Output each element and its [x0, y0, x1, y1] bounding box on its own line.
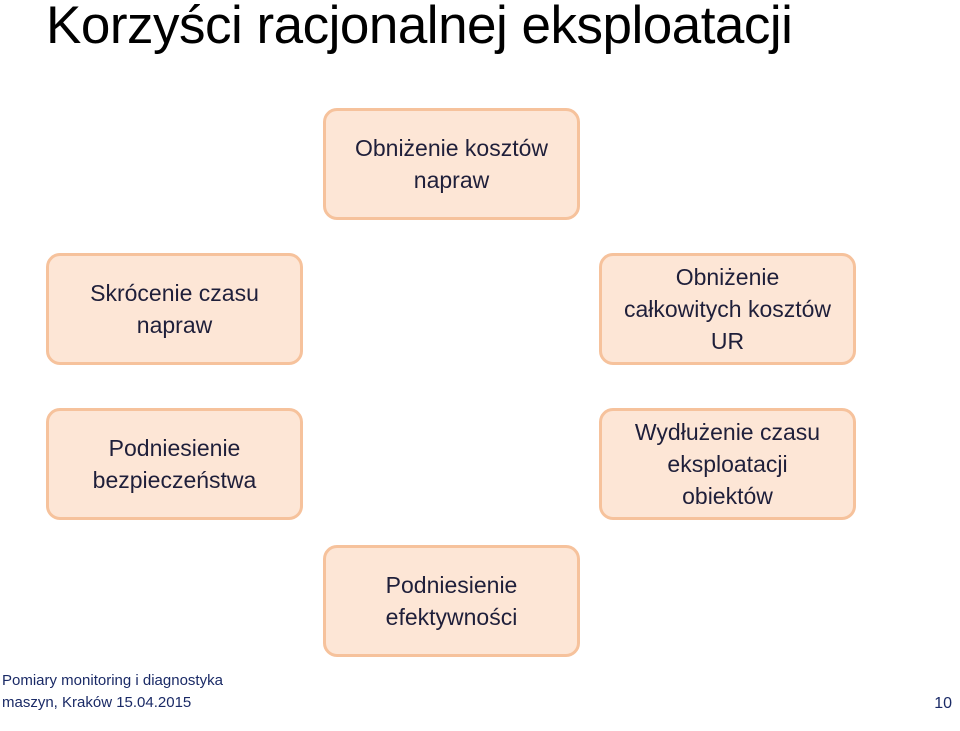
- benefit-box-repair-time: [46, 253, 303, 365]
- benefit-box-efficiency: [323, 545, 580, 657]
- footer-text: Pomiary monitoring i diagnostyka maszyn, Kraków 15.04.2015: [2, 672, 223, 711]
- benefit-box-repair-cost: [323, 108, 580, 220]
- benefit-label: Obniżenie kosztów napraw: [354, 135, 549, 193]
- benefit-label: Obniżenie całkowitych kosztów UR: [623, 264, 832, 354]
- benefit-label: Podniesienie efektywności: [385, 572, 518, 630]
- benefit-label: Skrócenie czasu napraw: [90, 280, 259, 338]
- benefit-box-lifetime: [599, 408, 856, 520]
- benefit-label: Podniesienie bezpieczeństwa: [92, 435, 257, 493]
- benefit-box-safety: [46, 408, 303, 520]
- slide-title: Korzyści racjonalnej eksploatacji: [46, 0, 793, 55]
- benefit-box-total-cost: [599, 253, 856, 365]
- benefit-label: Wydłużenie czasu eksploatacji obiektów: [634, 419, 821, 509]
- page-number: 10: [934, 695, 952, 712]
